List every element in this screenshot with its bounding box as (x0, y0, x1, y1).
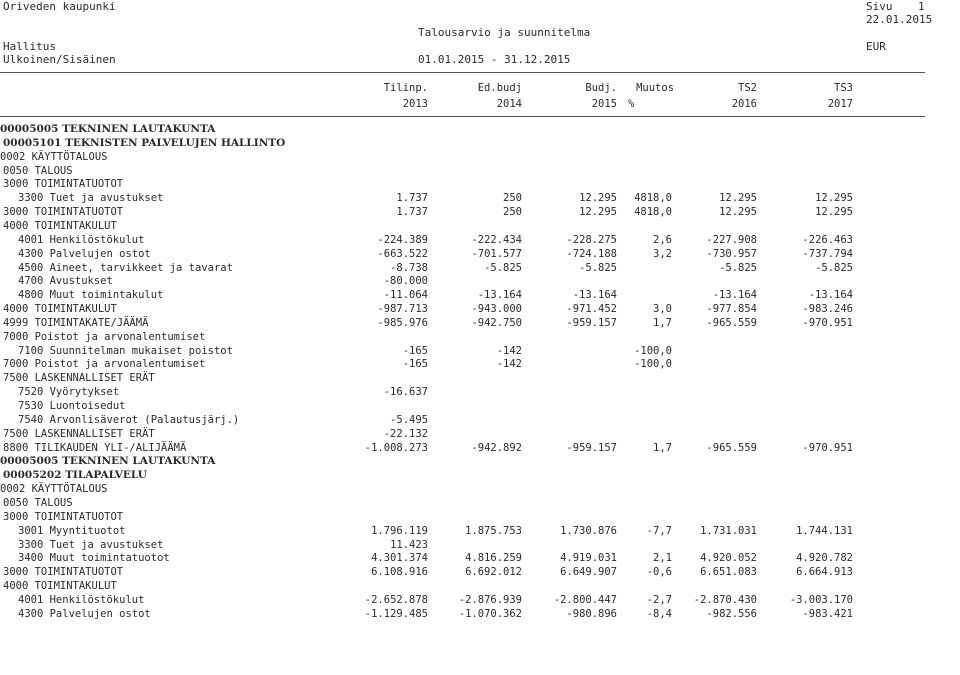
row-label: 4999 TOIMINTAKATE/JÄÄMÄ (3, 316, 149, 329)
cell-change: -0,6 (646, 566, 672, 579)
report-unit: Hallitus (3, 40, 56, 53)
table-row (0, 275, 960, 289)
table-row (0, 580, 960, 594)
cell-2016: 1.731.031 (700, 524, 757, 537)
cell-2015: 4.919.031 (560, 552, 617, 565)
row-label: 3400 Muut toimintatuotot (18, 552, 170, 565)
row-label: 7520 Vyörytykset (18, 386, 120, 399)
row-label: 7500 LASKENNALLISET ERÄT (3, 427, 155, 440)
cell-2015: 12.295 (579, 192, 617, 205)
cell-change: 4818,0 (634, 206, 672, 219)
column-header-rule (0, 116, 925, 117)
cell-2014: 250 (503, 192, 522, 205)
cell-2017: -13.164 (808, 289, 853, 302)
cell-change: 1,7 (653, 441, 672, 454)
cell-2013: 11.423 (390, 538, 428, 551)
cell-2013: -11.064 (383, 289, 428, 302)
cell-2017: 12.295 (815, 192, 853, 205)
cell-2013: 1.796.119 (371, 524, 428, 537)
cell-change: 3,0 (653, 303, 672, 316)
table-row (0, 331, 960, 345)
cell-2014: -942.750 (471, 316, 522, 329)
col-header-2016-line2: 2016 (731, 98, 757, 110)
cell-2014: -1.070.362 (458, 607, 522, 620)
table-row (0, 151, 960, 165)
row-label: 3000 TOIMINTATUOTOT (3, 178, 124, 191)
row-label: 4300 Palvelujen ostot (18, 247, 151, 260)
row-label: 8800 TILIKAUDEN YLI-/ALIJÄÄMÄ (3, 441, 187, 454)
table-row (0, 469, 960, 483)
report-date: 22.01.2015 (866, 13, 933, 26)
row-label: 3300 Tuet ja avustukset (18, 538, 164, 551)
cell-2015: -5.825 (579, 261, 617, 274)
cell-2016: -227.908 (706, 233, 757, 246)
table-row (0, 289, 960, 303)
table-row (0, 552, 960, 566)
row-label: 4001 Henkilöstökulut (18, 593, 145, 606)
organization-name: Oriveden kaupunki (3, 0, 116, 13)
cell-2015: -228.275 (566, 233, 617, 246)
row-label: 7100 Suunnitelman mukaiset poistot (18, 344, 233, 357)
cell-2017: 4.920.782 (796, 552, 853, 565)
table-row (0, 400, 960, 414)
cell-2017: -983.246 (802, 303, 853, 316)
cell-2015: -13.164 (572, 289, 617, 302)
col-header-2015-line2: 2015 (591, 98, 617, 110)
table-row (0, 358, 960, 372)
cell-2014: -701.577 (471, 247, 522, 260)
table-row (0, 234, 960, 248)
table-row (0, 483, 960, 497)
row-label: 4700 Avustukset (18, 275, 113, 288)
row-label: 00005202 TILAPALVELU (3, 469, 147, 482)
table-row (0, 206, 960, 220)
table-row (0, 428, 960, 442)
cell-2015: -724.188 (566, 247, 617, 260)
page-label: Sivu (866, 0, 893, 13)
cell-2013: -16.637 (383, 386, 428, 399)
cell-2013: -663.522 (377, 247, 428, 260)
col-header-change-line1: Muutos (636, 82, 674, 94)
page-number: 1 (918, 0, 925, 13)
cell-2014: 6.692.012 (465, 566, 522, 579)
cell-change: 4818,0 (634, 192, 672, 205)
header-rule (0, 72, 925, 73)
cell-2015: -2.800.447 (553, 593, 617, 606)
col-header-2014-line2: 2014 (496, 98, 522, 110)
report-scope: Ulkoinen/Sisäinen (3, 53, 116, 66)
cell-2016: -13.164 (712, 289, 757, 302)
cell-2016: -982.556 (706, 607, 757, 620)
cell-2014: -942.892 (471, 441, 522, 454)
cell-2017: -3.003.170 (789, 593, 853, 606)
cell-2014: 250 (503, 206, 522, 219)
cell-2014: -142 (496, 344, 522, 357)
cell-2013: -8.738 (390, 261, 428, 274)
cell-2017: -983.421 (802, 607, 853, 620)
row-label: 4000 TOIMINTAKULUT (3, 580, 117, 593)
cell-2014: -2.876.939 (458, 593, 522, 606)
cell-change: -8,4 (646, 607, 672, 620)
cell-2013: 1.737 (396, 206, 428, 219)
cell-2017: -737.794 (802, 247, 853, 260)
table-row (0, 303, 960, 317)
cell-2017: -970.951 (802, 441, 853, 454)
table-row (0, 345, 960, 359)
row-label: 0050 TALOUS (3, 164, 73, 177)
table-row (0, 414, 960, 428)
row-label: 0002 KÄYTTÖTALOUS (0, 483, 108, 496)
cell-2013: -987.713 (377, 303, 428, 316)
cell-2016: -2.870.430 (693, 593, 757, 606)
row-label: 7000 Poistot ja arvonalentumiset (3, 358, 206, 371)
cell-2017: 6.664.913 (796, 566, 853, 579)
cell-2013: -80.000 (383, 275, 428, 288)
row-label: 3000 TOIMINTATUOTOT (3, 510, 124, 523)
cell-2017: 1.744.131 (796, 524, 853, 537)
cell-2014: -5.825 (484, 261, 522, 274)
cell-2015: -980.896 (566, 607, 617, 620)
cell-2015: 1.730.876 (560, 524, 617, 537)
cell-2017: 12.295 (815, 206, 853, 219)
cell-change: -7,7 (646, 524, 672, 537)
cell-2016: -730.957 (706, 247, 757, 260)
table-row (0, 192, 960, 206)
cell-2014: 4.816.259 (465, 552, 522, 565)
cell-2016: 4.920.052 (700, 552, 757, 565)
cell-2016: -5.825 (719, 261, 757, 274)
col-header-2015-line1: Budj. (585, 82, 617, 94)
row-label: 0002 KÄYTTÖTALOUS (0, 150, 108, 163)
table-row (0, 372, 960, 386)
cell-2017: -5.825 (815, 261, 853, 274)
cell-2016: 12.295 (719, 192, 757, 205)
row-label: 3300 Tuet ja avustukset (18, 192, 164, 205)
cell-2013: 4.301.374 (371, 552, 428, 565)
cell-2015: -959.157 (566, 316, 617, 329)
table-row (0, 248, 960, 262)
row-label: 4500 Aineet, tarvikkeet ja tavarat (18, 261, 233, 274)
table-row (0, 566, 960, 580)
cell-2016: -965.559 (706, 441, 757, 454)
cell-2014: -222.434 (471, 233, 522, 246)
cell-2013: -165 (402, 358, 428, 371)
col-header-2013-line2: 2013 (402, 98, 428, 110)
cell-2015: -971.452 (566, 303, 617, 316)
table-row (0, 386, 960, 400)
col-header-2014-line1: Ed.budj (477, 82, 522, 94)
cell-2015: 6.649.907 (560, 566, 617, 579)
table-row (0, 220, 960, 234)
cell-2013: -985.976 (377, 316, 428, 329)
cell-2016: 6.651.083 (700, 566, 757, 579)
row-label: 3001 Myyntituotot (18, 524, 126, 537)
cell-2013: -165 (402, 344, 428, 357)
cell-2015: -959.157 (566, 441, 617, 454)
table-row (0, 442, 960, 456)
cell-2013: -5.495 (390, 413, 428, 426)
currency-label: EUR (866, 40, 886, 53)
table-row (0, 455, 960, 469)
row-label: 7000 Poistot ja arvonalentumiset (3, 330, 206, 343)
table-row (0, 178, 960, 192)
row-label: 4800 Muut toimintakulut (18, 289, 164, 302)
cell-2014: -142 (496, 358, 522, 371)
cell-2013: 6.108.916 (371, 566, 428, 579)
col-header-change-line2: % (628, 98, 635, 110)
cell-2016: -977.854 (706, 303, 757, 316)
table-row (0, 165, 960, 179)
table-row (0, 525, 960, 539)
row-label: 00005005 TEKNINEN LAUTAKUNTA (0, 123, 216, 135)
table-row (0, 594, 960, 608)
cell-2013: 1.737 (396, 192, 428, 205)
table-row (0, 123, 960, 137)
report-title: Talousarvio ja suunnitelma (418, 26, 591, 39)
cell-change: -2,7 (646, 593, 672, 606)
cell-2017: -226.463 (802, 233, 853, 246)
col-header-2013-line1: Tilinp. (383, 82, 428, 94)
cell-2013: -224.389 (377, 233, 428, 246)
table-row (0, 262, 960, 276)
table-row (0, 539, 960, 553)
row-label: 4000 TOIMINTAKULUT (3, 219, 117, 232)
cell-2013: -1.008.273 (364, 441, 428, 454)
row-label: 7540 Arvonlisäverot (Palautusjärj.) (18, 413, 240, 426)
col-header-2017-line1: TS3 (834, 82, 853, 94)
cell-2014: -13.164 (477, 289, 522, 302)
cell-2013: -22.132 (383, 427, 428, 440)
cell-2015: 12.295 (579, 206, 617, 219)
cell-change: 3,2 (653, 247, 672, 260)
cell-2014: 1.875.753 (465, 524, 522, 537)
row-label: 7500 LASKENNALLISET ERÄT (3, 372, 155, 385)
row-label: 4001 Henkilöstökulut (18, 233, 145, 246)
table-row (0, 317, 960, 331)
cell-2013: -2.652.878 (364, 593, 428, 606)
table-row (0, 497, 960, 511)
row-label: 0050 TALOUS (3, 496, 73, 509)
cell-change: -100,0 (634, 344, 672, 357)
row-label: 00005101 TEKNISTEN PALVELUJEN HALLINTO (3, 136, 286, 149)
row-label: 4000 TOIMINTAKULUT (3, 303, 117, 316)
row-label: 7530 Luontoisedut (18, 400, 126, 412)
table-row (0, 511, 960, 525)
cell-change: 1,7 (653, 316, 672, 329)
cell-2014: -943.000 (471, 303, 522, 316)
cell-change: 2,6 (653, 233, 672, 246)
cell-2017: -970.951 (802, 316, 853, 329)
col-header-2016-line1: TS2 (738, 82, 757, 94)
row-label: 3000 TOIMINTATUOTOT (3, 566, 124, 579)
table-row (0, 608, 960, 622)
cell-change: 2,1 (653, 552, 672, 565)
cell-2016: 12.295 (719, 206, 757, 219)
row-label: 3000 TOIMINTATUOTOT (3, 206, 124, 219)
cell-change: -100,0 (634, 358, 672, 371)
cell-2013: -1.129.485 (364, 607, 428, 620)
col-header-2017-line2: 2017 (827, 98, 853, 110)
report-period: 01.01.2015 - 31.12.2015 (418, 53, 571, 66)
row-label: 4300 Palvelujen ostot (18, 607, 151, 620)
row-label: 00005005 TEKNINEN LAUTAKUNTA (0, 455, 216, 468)
cell-2016: -965.559 (706, 316, 757, 329)
table-row (0, 137, 960, 151)
